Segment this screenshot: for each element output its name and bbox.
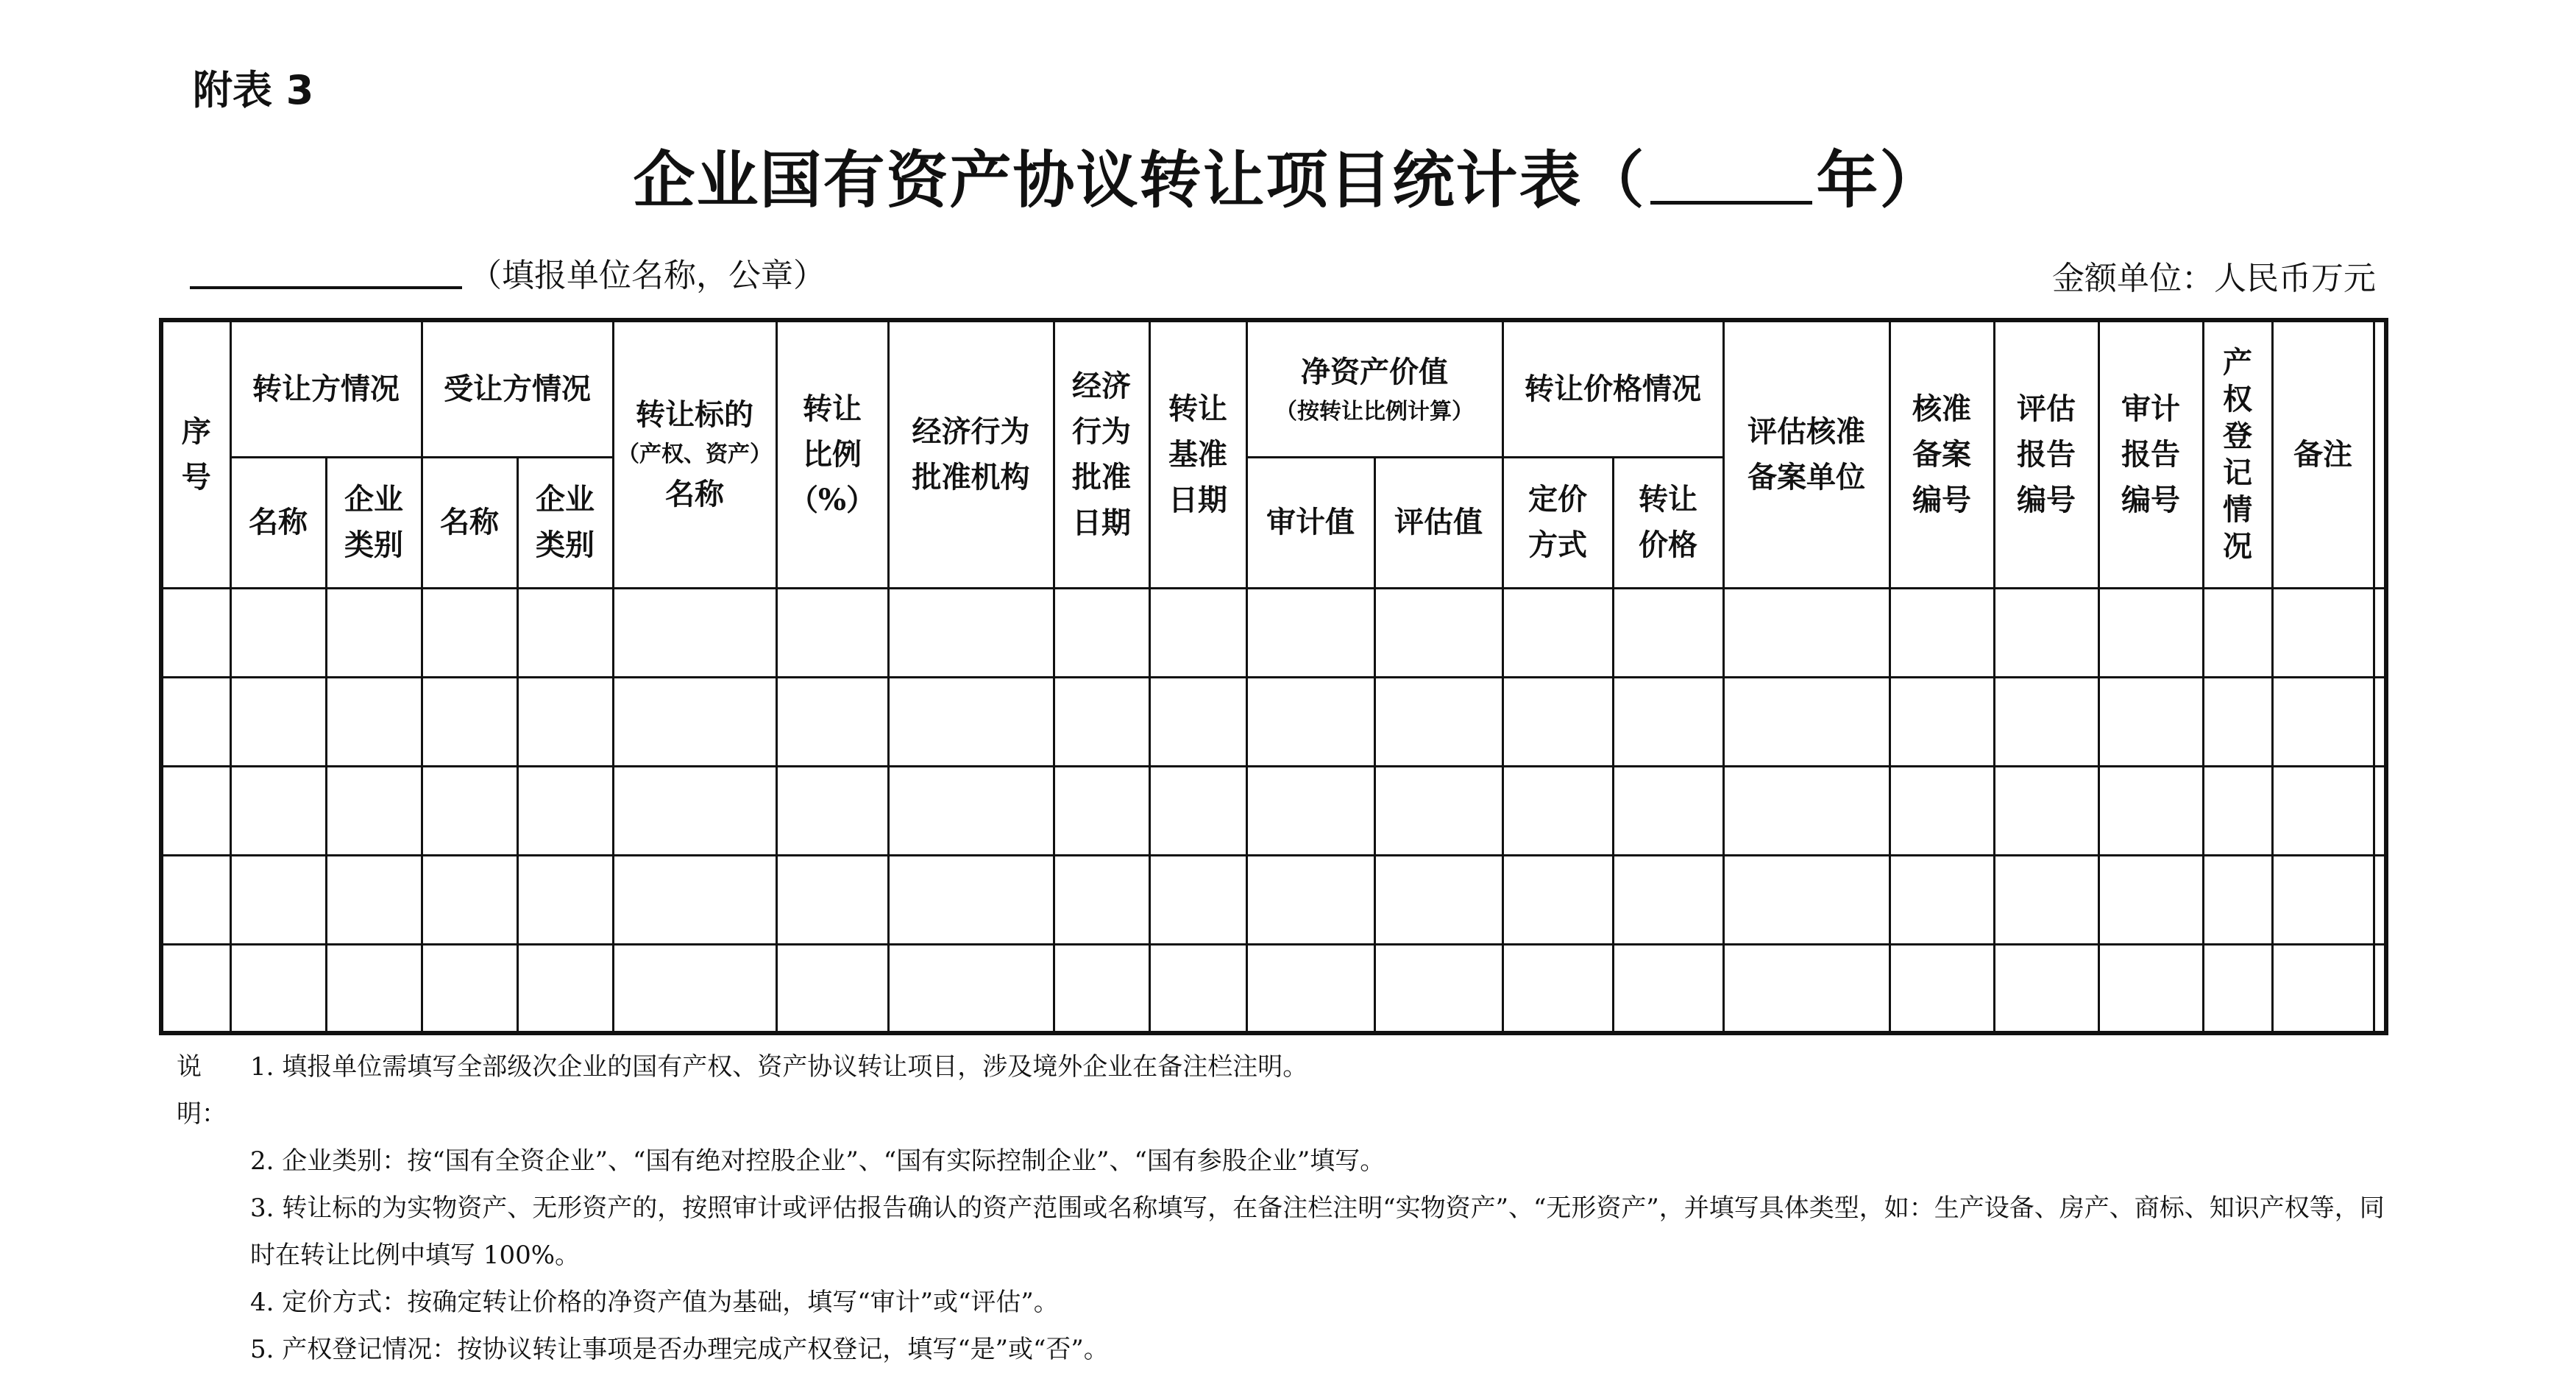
table-cell[interactable] xyxy=(1149,855,1246,944)
table-cell[interactable] xyxy=(1723,766,1890,855)
header-remarks: 备注 xyxy=(2272,320,2374,588)
table-cell[interactable] xyxy=(1246,588,1374,677)
header-transferee-type: 企业类别 xyxy=(517,457,613,588)
table-cell[interactable] xyxy=(326,944,422,1033)
header-filing-no: 核准备案编号 xyxy=(1890,320,1994,588)
table-cell[interactable] xyxy=(613,766,776,855)
table-cell[interactable] xyxy=(2374,766,2386,855)
table-cell[interactable] xyxy=(2203,855,2272,944)
header-audit-value: 审计值 xyxy=(1246,457,1374,588)
table-cell[interactable] xyxy=(1994,677,2098,766)
table-cell[interactable] xyxy=(776,766,888,855)
table-cell[interactable] xyxy=(2098,766,2203,855)
notes-prefix: 说明： xyxy=(177,1052,227,1129)
table-cell[interactable] xyxy=(230,766,326,855)
table-cell[interactable] xyxy=(326,677,422,766)
header-transfer-ratio: 转让 比例 （%） xyxy=(776,320,888,588)
table-cell[interactable] xyxy=(517,677,613,766)
table-cell[interactable] xyxy=(326,588,422,677)
table-cell[interactable] xyxy=(230,855,326,944)
note-item: 说明： 1. 填报单位需填写全部级次企业的国有产权、资产协议转让项目，涉及境外企业在备注栏注明。 xyxy=(177,1043,2399,1138)
table-cell[interactable] xyxy=(161,588,230,677)
attachment-label: 附表 3 xyxy=(193,67,314,113)
table-cell[interactable] xyxy=(422,766,517,855)
note-item: 4. 定价方式：按确定转让价格的净资产值为基础，填写“审计”或“评估”。 xyxy=(250,1288,1059,1317)
reporting-unit xyxy=(190,249,826,296)
header-transfer-subject: 转让标的 （产权、资产） 名称 xyxy=(613,320,776,588)
table-row xyxy=(161,944,2386,1033)
table-cell[interactable] xyxy=(1149,588,1246,677)
header-net-assets: 净资产价值 （按转让比例计算） xyxy=(1246,320,1502,457)
table-cell[interactable] xyxy=(2203,944,2272,1033)
header-filing-unit: 评估核准备案单位 xyxy=(1723,320,1890,588)
table-row xyxy=(161,677,2386,766)
table-cell[interactable] xyxy=(888,855,1054,944)
table-cell[interactable] xyxy=(1054,588,1149,677)
table-cell[interactable] xyxy=(1054,766,1149,855)
table-cell[interactable] xyxy=(161,855,230,944)
table-cell[interactable] xyxy=(517,855,613,944)
header-transferor-type: 企业类别 xyxy=(326,457,422,588)
table-cell[interactable] xyxy=(1994,944,2098,1033)
header-price-value: 转让价格 xyxy=(1613,457,1723,588)
table-cell[interactable] xyxy=(776,855,888,944)
table-cell[interactable] xyxy=(326,855,422,944)
table-cell[interactable] xyxy=(1246,944,1374,1033)
table-row xyxy=(161,766,2386,855)
table-cell[interactable] xyxy=(2098,944,2203,1033)
table-cell[interactable] xyxy=(517,588,613,677)
table-cell[interactable] xyxy=(1890,944,1994,1033)
table-cell[interactable] xyxy=(2203,677,2272,766)
reporting-unit-label: （填报单位名称，公章） xyxy=(469,257,826,294)
table-cell[interactable] xyxy=(1994,855,2098,944)
table-cell[interactable] xyxy=(1723,677,1890,766)
table-cell[interactable] xyxy=(1149,677,1246,766)
table-cell[interactable] xyxy=(1054,855,1149,944)
table-cell[interactable] xyxy=(517,766,613,855)
header-transfer-price: 转让价格情况 xyxy=(1502,320,1723,457)
table-cell[interactable] xyxy=(1502,677,1613,766)
table-cell[interactable] xyxy=(613,855,776,944)
note-item: 5. 产权登记情况：按协议转让事项是否办理完成产权登记，填写“是”或“否”。 xyxy=(250,1335,1109,1364)
table-cell[interactable] xyxy=(1613,855,1723,944)
table-cell[interactable] xyxy=(1723,855,1890,944)
table-cell[interactable] xyxy=(1502,588,1613,677)
table-cell[interactable] xyxy=(1613,944,1723,1033)
header-transferee-name: 名称 xyxy=(422,457,517,588)
note-item: 3. 转让标的为实物资产、无形资产的，按照审计或评估报告确认的资产范围或名称填写，在备注栏注明“实物资产”、“无形资产”，并填写具体类型，如：生产设备、房产、商标、知识产权等，同时在转让比例中填写 100%。 xyxy=(250,1193,2385,1270)
table-cell[interactable] xyxy=(2374,855,2386,944)
table-cell[interactable] xyxy=(2272,944,2374,1033)
table-cell[interactable] xyxy=(1994,588,2098,677)
table-cell[interactable] xyxy=(776,944,888,1033)
header-audit-report-no: 审计报告编号 xyxy=(2098,320,2203,588)
table-cell[interactable] xyxy=(230,677,326,766)
table-cell[interactable] xyxy=(230,588,326,677)
table-cell[interactable] xyxy=(1723,944,1890,1033)
table-cell[interactable] xyxy=(1890,766,1994,855)
table-cell[interactable] xyxy=(2272,766,2374,855)
table-cell[interactable] xyxy=(1246,677,1374,766)
table-cell[interactable] xyxy=(1613,766,1723,855)
title-year-suffix: 年） xyxy=(1816,143,1943,216)
header-approval-date: 经济行为批准日期 xyxy=(1054,320,1149,588)
table-cell[interactable] xyxy=(613,677,776,766)
table-cell[interactable] xyxy=(1374,766,1502,855)
table-cell[interactable] xyxy=(888,766,1054,855)
table-cell[interactable] xyxy=(2272,855,2374,944)
title-main: 企业国有资产协议转让项目统计表（ xyxy=(633,143,1646,216)
table-cell[interactable] xyxy=(888,944,1054,1033)
table-cell[interactable] xyxy=(1374,855,1502,944)
table-cell[interactable] xyxy=(2203,588,2272,677)
table-row xyxy=(161,588,2386,677)
table-cell[interactable] xyxy=(1613,677,1723,766)
table-cell[interactable] xyxy=(2272,588,2374,677)
table-cell[interactable] xyxy=(326,766,422,855)
table-cell[interactable] xyxy=(1374,944,1502,1033)
table-cell[interactable] xyxy=(422,855,517,944)
reporting-unit-blank xyxy=(190,251,462,289)
header-pricing-method: 定价方式 xyxy=(1502,457,1613,588)
header-row-1 xyxy=(161,320,2386,457)
page-title xyxy=(0,131,2576,220)
table-cell[interactable] xyxy=(422,677,517,766)
table-cell[interactable] xyxy=(1374,588,1502,677)
note-item: 2. 企业类别：按“国有全资企业”、“国有绝对控股企业”、“国有实际控制企业”、“国有参股企业”填写。 xyxy=(250,1146,1385,1176)
table-cell[interactable] xyxy=(1994,766,2098,855)
table-cell[interactable] xyxy=(517,944,613,1033)
header-appraisal-value: 评估值 xyxy=(1374,457,1502,588)
table-cell[interactable] xyxy=(613,944,776,1033)
table-cell[interactable] xyxy=(2203,766,2272,855)
table-cell[interactable] xyxy=(1890,677,1994,766)
header-transferee: 受让方情况 xyxy=(422,320,613,457)
table-cell[interactable] xyxy=(2374,677,2386,766)
statistics-table xyxy=(159,318,2388,1035)
table-cell[interactable] xyxy=(888,588,1054,677)
table-body xyxy=(161,588,2386,1033)
table-cell[interactable] xyxy=(1246,766,1374,855)
table-cell[interactable] xyxy=(776,677,888,766)
table-cell[interactable] xyxy=(1054,944,1149,1033)
table-cell[interactable] xyxy=(1054,677,1149,766)
header-approval-org: 经济行为批准机构 xyxy=(888,320,1054,588)
table-cell[interactable] xyxy=(1613,588,1723,677)
header-transferor: 转让方情况 xyxy=(230,320,422,457)
table-cell[interactable] xyxy=(161,677,230,766)
table-cell[interactable] xyxy=(1502,944,1613,1033)
header-transferor-name: 名称 xyxy=(230,457,326,588)
header-base-date: 转让基准日期 xyxy=(1149,320,1246,588)
table-cell[interactable] xyxy=(613,588,776,677)
table-cell[interactable] xyxy=(161,944,230,1033)
amount-unit: 金额单位：人民币万元 xyxy=(2052,260,2376,297)
table-row xyxy=(161,855,2386,944)
table-cell[interactable] xyxy=(2272,677,2374,766)
table-cell[interactable] xyxy=(1374,677,1502,766)
table-cell[interactable] xyxy=(1723,588,1890,677)
table-cell[interactable] xyxy=(1246,855,1374,944)
table-cell[interactable] xyxy=(2098,588,2203,677)
table-cell[interactable] xyxy=(1890,855,1994,944)
header-seq: 序号 xyxy=(161,320,230,588)
table-cell[interactable] xyxy=(2374,588,2386,677)
table-cell[interactable] xyxy=(776,588,888,677)
table-cell[interactable] xyxy=(2098,677,2203,766)
header-appraisal-report-no: 评估报告编号 xyxy=(1994,320,2098,588)
table-cell[interactable] xyxy=(1502,855,1613,944)
table-cell[interactable] xyxy=(888,677,1054,766)
table-cell[interactable] xyxy=(1502,766,1613,855)
table-cell[interactable] xyxy=(2374,944,2386,1033)
header-registration: 产权登记情况 xyxy=(2203,320,2272,588)
table-cell[interactable] xyxy=(161,766,230,855)
table-cell[interactable] xyxy=(422,588,517,677)
year-blank xyxy=(1650,154,1812,205)
table-cell[interactable] xyxy=(2098,855,2203,944)
table-cell[interactable] xyxy=(1149,766,1246,855)
notes xyxy=(177,1043,2399,1373)
table-cell[interactable] xyxy=(1149,944,1246,1033)
table-cell[interactable] xyxy=(422,944,517,1033)
table-cell[interactable] xyxy=(230,944,326,1033)
table-cell[interactable] xyxy=(1890,588,1994,677)
